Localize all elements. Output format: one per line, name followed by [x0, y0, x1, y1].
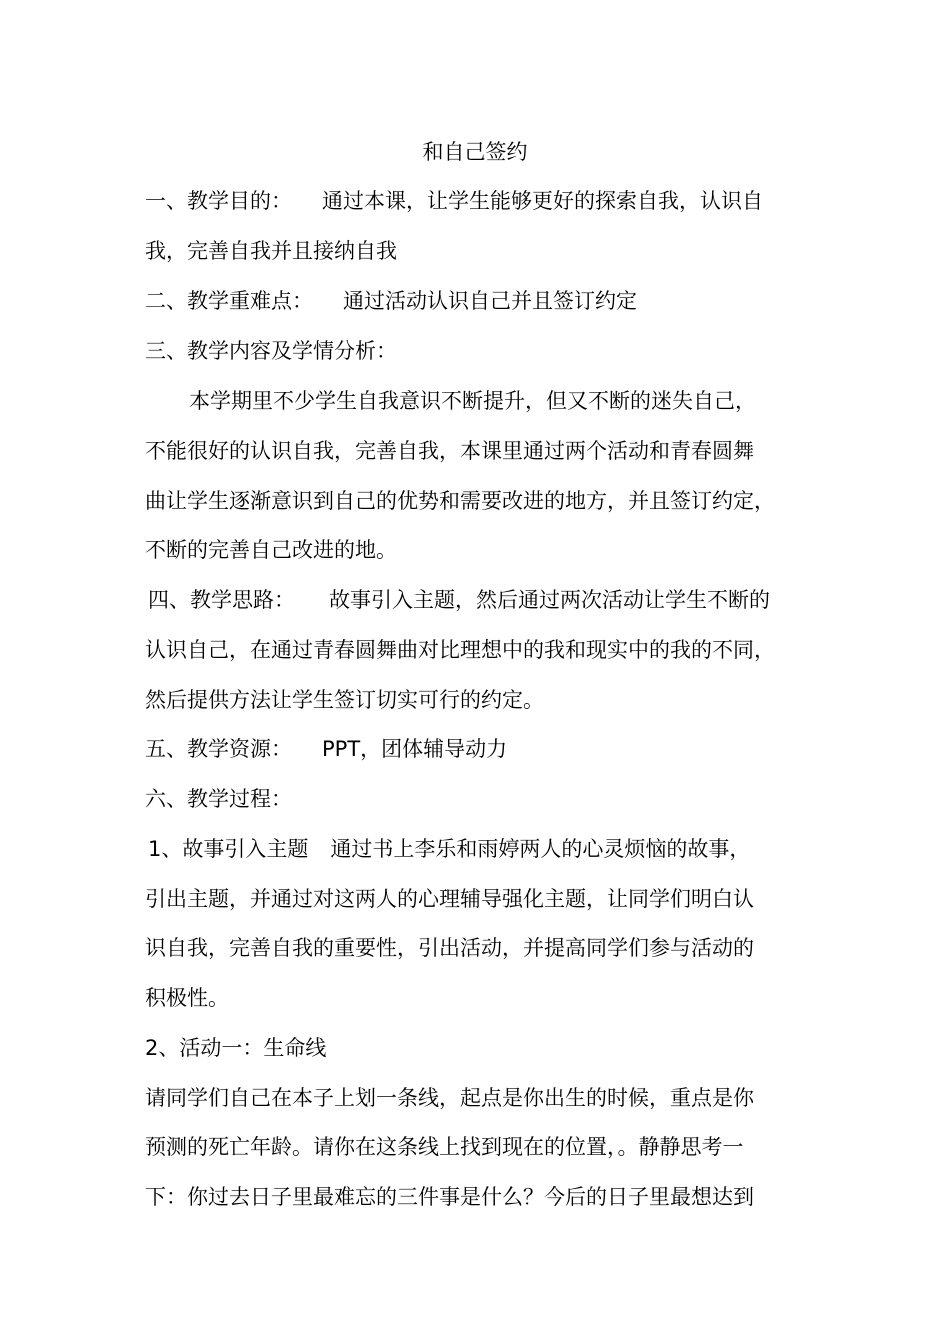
step1-label: 1、故事引入主题 — [148, 837, 309, 861]
step2-line: 预测的死亡年龄。请你在这条线上找到现在的位置，。静静思考一 — [145, 1135, 744, 1159]
resources-line — [145, 733, 825, 765]
keypoint-label: 二、教学重难点： — [145, 289, 313, 313]
resources-label: 五、教学资源： — [145, 737, 292, 761]
step1-continuation: 识自我，完善自我的重要性，引出活动，并提高同学们参与活动的 — [145, 936, 754, 960]
keypoint-text: 通过活动认识自己并且签订约定 — [343, 289, 637, 313]
step1-continuation: 引出主题，并通过对这两人的心理辅导强化主题，让同学们明白认 — [145, 887, 754, 911]
objective-text: 通过本课，让学生能够更好的探索自我，认识自 — [322, 189, 763, 213]
analysis-line: 不断的完善自己改进的地。 — [145, 538, 397, 562]
step2-line: 请同学们自己在本子上划一条线，起点是你出生的时候，重点是你 — [145, 1086, 754, 1110]
step2-line: 下：你过去日子里最难忘的三件事是什么？今后的日子里最想达到 — [145, 1185, 754, 1209]
approach-continuation: 然后提供方法让学生签订切实可行的约定。 — [145, 688, 544, 712]
approach-text: 故事引入主题，然后通过两次活动让学生不断的 — [329, 588, 770, 612]
step1-text: 通过书上李乐和雨婷两人的心灵烦恼的故事， — [330, 837, 751, 861]
step1-continuation: 积极性。 — [145, 986, 229, 1010]
analysis-line: 曲让学生逐渐意识到自己的优势和需要改进的地方，并且签订约定， — [145, 489, 775, 513]
approach-line — [148, 584, 828, 616]
approach-label: 四、教学思路： — [148, 588, 295, 612]
objective-continuation: 我，完善自我并且接纳自我 — [145, 239, 397, 263]
resources-text: PPT，团体辅导动力 — [322, 737, 508, 761]
step1-line — [148, 833, 828, 865]
objective-label: 一、教学目的： — [145, 189, 292, 213]
process-label: 六、教学过程： — [145, 787, 292, 811]
analysis-label: 三、教学内容及学情分析： — [145, 339, 397, 363]
keypoint-line — [145, 285, 825, 317]
approach-continuation: 认识自己，在通过青春圆舞曲对比理想中的我和现实中的我的不同， — [145, 638, 775, 662]
objective-line — [145, 185, 825, 217]
step2-label: 2、活动一：生命线 — [145, 1036, 327, 1060]
analysis-line: 不能很好的认识自我，完善自我，本课里通过两个活动和青春圆舞 — [145, 439, 754, 463]
document-title: 和自己签约 — [422, 140, 528, 164]
analysis-line: 本学期里不少学生自我意识不断提升，但又不断的迷失自己， — [189, 389, 756, 413]
